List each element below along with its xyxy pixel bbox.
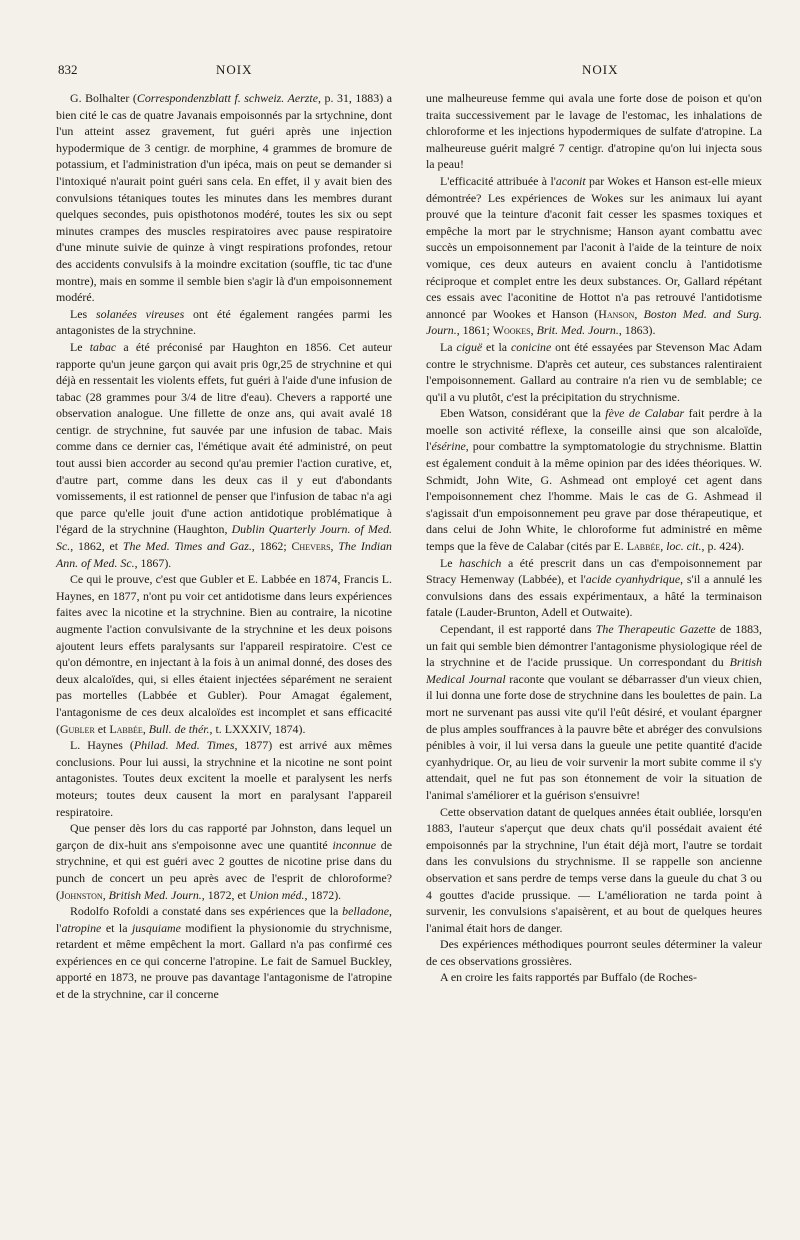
text-run: Philad. Med. Times xyxy=(133,738,235,753)
paragraph xyxy=(426,339,762,405)
text-run: ésérine xyxy=(431,439,466,454)
text-run: , xyxy=(102,887,109,902)
text-run: Le xyxy=(70,339,90,354)
text-run: ont été essayées par Stevenson Mac Adam contre le strychnisme. D'après cet auteur, ces substances ralentiraient l'empoisonnement. Gallard au contraire n'a rien vu de semblable; ce qu'il a vu plutôt, c'est la précipitation du strychnisme. xyxy=(426,339,762,404)
text-run: , xyxy=(530,323,537,338)
text-run: Labbée xyxy=(626,539,661,554)
text-run: tabac xyxy=(89,339,117,354)
text-run: , l' xyxy=(56,904,392,935)
text-run: jusquiame xyxy=(132,920,181,935)
paragraph xyxy=(426,969,762,986)
text-run: , 1872). xyxy=(304,887,342,902)
paragraph xyxy=(56,737,392,820)
text-run: inconnue xyxy=(332,837,377,852)
text-run: loc. cit. xyxy=(666,539,702,554)
left-column xyxy=(56,90,392,1003)
text-run: Le xyxy=(440,555,460,570)
text-run: Chevers xyxy=(291,539,331,554)
text-run: atropine xyxy=(61,920,102,935)
text-run: British Med. Journ. xyxy=(108,887,202,902)
paragraph xyxy=(56,903,392,1003)
text-run: The Indian Ann. of Med. Sc. xyxy=(56,539,392,570)
text-run: a été prescrit dans un cas d'empoisonnement par Stracy Hemenway (Labbée), et l' xyxy=(426,555,763,587)
text-run: une malheureuse femme qui avala une forte dose de poison et qu'on traita successivement par le lavage de l'estomac, les inhalations de chloroforme et les injections hypodermiques de sulfate d'atropine. La malheureuse guérit malgré 7 centigr. d'atropine qu'on lui injecta sous la peau! xyxy=(426,91,762,172)
text-run: Ce qui le prouve, c'est que Gubler et E. Labbée en 1874, Francis L. Haynes, en 1877, n'ont pu voir cet antidotisme dans leurs expériences faites avec la nicotine et la strychnine. Bien au contraire, la nicotine augmente l'action convulsivante de la strychnine et les deux poisons ajoutent leurs effets paralysants sur l'appareil respiratoire. C'est ce qu'on démontre, en injectant à la fois à un animal donné, des doses des deux alcaloïdes, qui, si elles étaient injectées séparément ne seraient pas mortelles (Labbée et Gubler). Pour Amagat également, l'antagonisme de ces deux alcaloïdes est incomplet et sans efficacité ( xyxy=(56,572,392,736)
right-column xyxy=(426,90,762,986)
text-run: , xyxy=(142,721,149,736)
text-run: Wookes xyxy=(492,323,531,338)
text-run: raconte que voulant se débarrasser d'un vieux chien, il lui donna une forte dose de strychnine dans les boulettes de pain. La mort ne survenant pas aussi vite qu'il l'eût désiré, et voulant épargner de plus amples souffrances à la pauvre bête et abréger des convulsions pénibles à voir, il lui versa dans la gueule une petite quantité d'acide cyanhydrique. Or, au lieu de voir survenir la mort subite comme il s'y attendait, quel ne fut pas son étonnement de voir la situation de l'animal s'améliorer et la guérison s'ensuivre! xyxy=(426,671,762,802)
paragraph xyxy=(426,173,762,339)
text-run: , 1862; xyxy=(251,539,292,554)
text-run: et xyxy=(94,721,110,736)
text-run: , pour combattre la symptomatologie du strychnisme. Blattin est également conduit à la même opinion par des idées théoriques. W. Schmidt, John Wite, G. Ashmead ont employé cet agent dans l'empoisonnement chez l'homme. Mais le cas de G. Ashmead il s'agissait d'un empoisonnement peu grave par dose thérapeutique, et dans celui de John White, le chloroforme fut administré en même temps que la fève de Calabar (cités par E. xyxy=(426,439,762,554)
page-number: 832 xyxy=(58,62,78,77)
text-run: Johnston xyxy=(59,887,103,902)
text-run: Cette observation datant de quelques années était oubliée, lorsqu'en 1883, l'auteur s'aperçut que deux chats qu'il possédait avaient été empoisonnés par la strychnine, l'un était déjà mort, l'autre se tordait dans les convulsions du strychnisme. Il se rappelle son ancienne observation et sans perdre de temps verse dans la gueule du chat 3 ou 4 gouttes d'acide prussique. — L'amélioration ne tarda point à survenir, les convulsions s'apaisèrent, et au bout de quelques heures l'animal était hors de danger. xyxy=(426,804,762,935)
text-run: Eben Watson, considérant que la xyxy=(440,406,606,421)
running-head-left: NOIX xyxy=(216,62,253,77)
paragraph xyxy=(426,621,762,804)
text-run: de strychnine, et qui est guéri avec 2 gouttes de nicotine prise dans du punch de concert un peu après avec de l'esprit de chloroforme? ( xyxy=(56,837,392,902)
text-run: The Therapeutic Gazette xyxy=(595,622,716,636)
text-run: G. Bolhalter ( xyxy=(70,91,137,105)
running-head-right: NOIX xyxy=(582,62,619,77)
text-run: Des expériences méthodiques pourront seules déterminer la valeur de ces observations grossières. xyxy=(426,937,762,968)
text-run: , 1877) est arrivé aux mêmes conclusions. Pour lui aussi, la strychnine et la nicotine ne sont point antagonistes. Toutes deux excitent la moelle et paralysent les nerfs moteurs; toutes deux causent la mort en paralysant l'appareil respiratoire. xyxy=(56,738,393,819)
text-run: Que penser dès lors du cas rapporté par Johnston, dans lequel un garçon de dix-huit ans s'empoisonne avec une quantité xyxy=(56,821,392,852)
text-run: Brit. Med. Journ. xyxy=(536,323,619,338)
paragraph xyxy=(56,820,392,903)
page-header xyxy=(0,62,800,84)
paragraph xyxy=(426,555,762,621)
text-run: aconit xyxy=(555,173,586,188)
text-run: , p. 31, 1883) a bien cité le cas de quatre Javanais empoisonnés par la srtychnine, dont l'un atteint assez gravement, fut guéri après une injection hypodermique de 3 centigr. de morphine, 4 grammes de bromure de potassium, et l'administration d'un ipéca, mais on peut se demander si l'intoxiqué n'aurait point guéri sans cela. En effet, il y avait bien des convulsions tétaniques toutes les minutes dans les membres durant quelques secondes, puis opisthotonos modéré, toutes les six ou sept minutes crampes des muscles respiratoires avec pause respiratoire d'une minute suivie de quinze à vingt respirations profondes, retour des accidents convulsifs à la moindre excitation (souffle, tic tac d'une montre), mais en somme il semble bien s'agir là d'un empoisonnement modéré. xyxy=(56,91,392,305)
text-run: belladone xyxy=(342,904,390,919)
text-run: solanées vireuses xyxy=(95,306,185,321)
paragraph xyxy=(426,405,762,554)
text-run: Boston Med. and Surg. Journ. xyxy=(426,306,762,338)
paragraph xyxy=(426,936,762,969)
text-run: et la xyxy=(101,920,132,935)
text-run: et la xyxy=(482,339,511,354)
text-run: modifient la physionomie du strychnisme, retardent et même empêchent la mort. Gallard n'a pas confirmé ces expériences en ce qui concerne l'atropine. Le fait de Samuel Buckley, apporté en 1873, ne prouve pas davantage l'antagonisme de l'atropine et de la strychnine, car il concerne xyxy=(56,920,392,1002)
text-run: Labbée xyxy=(109,721,143,736)
text-run: Les xyxy=(70,306,96,321)
paragraph xyxy=(56,306,392,339)
text-run: , 1861; xyxy=(456,323,493,338)
text-run: Cependant, il est rapporté dans xyxy=(440,622,596,636)
text-run: , p. 424). xyxy=(701,539,745,554)
text-run: Gubler xyxy=(59,721,95,736)
text-run: Hanson xyxy=(598,306,635,321)
paragraph xyxy=(56,339,392,571)
text-run: , s'il a annulé les convulsions dans des essais expérimentaux, a hâté la terminaison fatale (Lauder-Brunton, Adell et Outwaite). xyxy=(426,572,763,620)
text-run: Rodolfo Rofoldi a constaté dans ses expériences que la xyxy=(70,904,343,919)
text-run: , xyxy=(634,306,644,321)
text-run: Correspondenzblatt f. schweiz. Aerzte xyxy=(136,91,318,105)
text-run: , 1867). xyxy=(134,555,172,570)
text-run: ciguë xyxy=(456,339,483,354)
text-run: , 1863). xyxy=(618,323,656,338)
text-run: La xyxy=(440,339,457,354)
text-run: fève de Calabar xyxy=(605,406,685,421)
text-run: , xyxy=(660,539,667,554)
text-run: The Med. Times and Gaz. xyxy=(122,539,252,554)
text-run: Union méd. xyxy=(249,887,305,902)
text-run: , xyxy=(330,539,339,554)
paragraph xyxy=(56,90,392,306)
text-run: fait perdre à la moelle son activité réflexe, la conseille ainsi que son alcaloïde, l' xyxy=(426,406,762,454)
text-run: conicine xyxy=(510,339,552,354)
text-run: haschich xyxy=(459,555,502,570)
paragraph xyxy=(56,571,392,737)
paragraph xyxy=(426,804,762,937)
text-run: L'efficacité attribuée à l' xyxy=(440,173,556,188)
text-run: British Medical Journal xyxy=(426,655,762,686)
text-run: A en croire les faits rapportés par Buffalo (de Roches- xyxy=(440,970,697,985)
text-run: Dublin Quarterly Journ. of Med. Sc. xyxy=(56,522,392,554)
text-run: ont été également rangées parmi les antagonistes de la strychnine. xyxy=(56,306,392,338)
text-run: a été préconisé par Haughton en 1856. Cet auteur rapporte qu'un jeune garçon qui avait pris 0gr,25 de strychnine et qui déjà en ressentait les violents effets, fut guéri à l'aide d'une infusion de tabac (28 grammes pour 3/4 de litre d'eau). Chevers a rapporté une observation analogue. Une fillette de onze ans, qui avait avalé 18 centigr. de strychnine, fut sauvée par une infusion de tabac. Mais comme dans ce dernier cas, l'émétique avait été administré, on peut tout aussi bien accorder au second qu'au premier l'action curative, et, d'autre part, comme dans les deux cas il y eut d'abondants vomissements, il est rationnel de penser que l'infusion de tabac n'a agi que parce qu'elle jouit d'une action antidotique problématique à l'égard de la strychnine (Haughton, xyxy=(56,339,392,537)
paragraph xyxy=(426,90,762,173)
text-run: , t. LXXXIV, 1874). xyxy=(209,721,306,736)
text-run: , 1872, et xyxy=(201,887,250,902)
text-run: par Wokes et Hanson est-elle mieux démontrée? Les expériences de Wokes sur les animaux lui ayant prouvé que la teinture d'aconit fait cesser les spasmes toxiques et empêche la mort par le strychnisme; Hanson ayant combattu avec succès un empoisonnement par l'aconit à l'aide de la teinture de noix vomique, ces deux auteurs en avaient conclu à l'antidotisme réciproque et complet entre les deux substances. Or, Gallard répétant ces essais avec l'aconitine de Hottot n'a pas retrouvé l'antidotisme annoncé par Wookes et Hanson ( xyxy=(426,173,762,321)
text-run: de 1883, un fait qui semble bien démontrer l'antagonisme physiologique réel de la strychnine et de l'acide prussique. Un correspondant du xyxy=(426,622,762,670)
text-run: , 1862, et xyxy=(70,539,123,554)
text-run: Bull. de thér. xyxy=(148,721,210,736)
text-run: L. Haynes ( xyxy=(70,738,134,753)
text-run: acide cyanhydrique xyxy=(585,572,681,587)
